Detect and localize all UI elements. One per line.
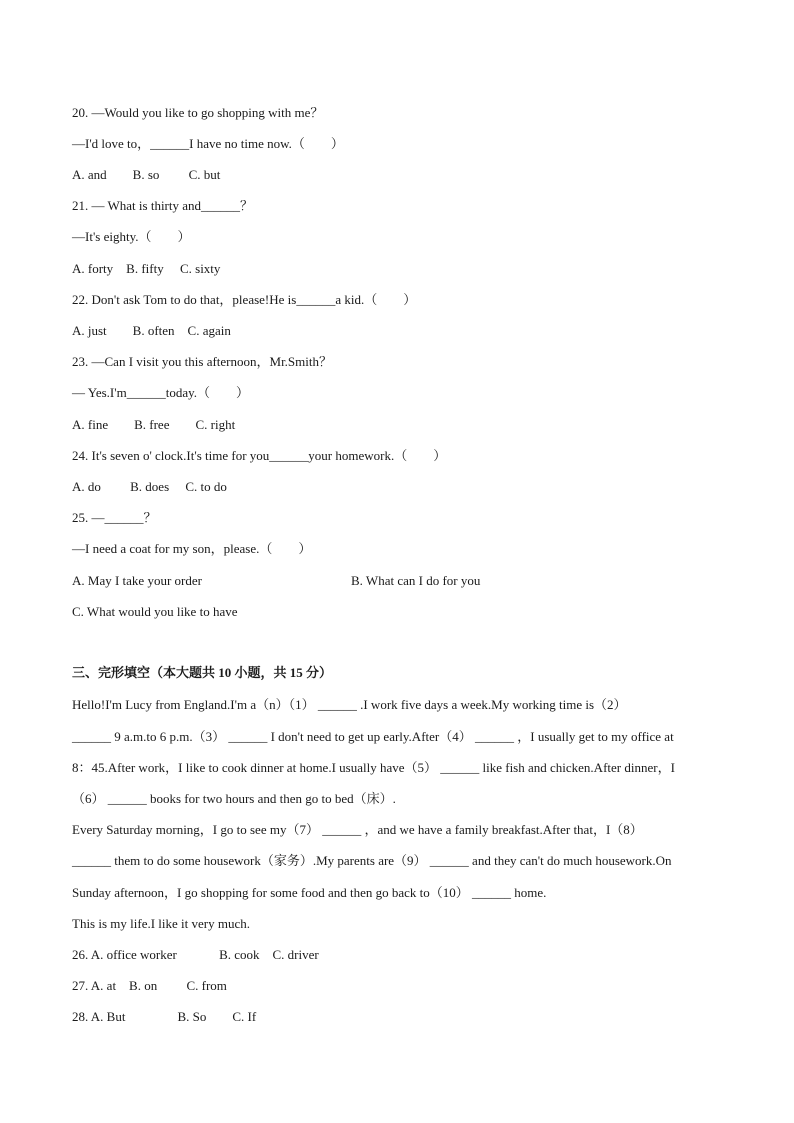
question-22-options: A. just B. often C. again: [72, 323, 231, 338]
option-a: A. May I take your order: [72, 573, 202, 588]
question-25-reply: —I need a coat for my son，please.（ ）: [72, 541, 312, 556]
question-20-options: A. and B. so C. but: [72, 167, 221, 182]
question-24: 24. It's seven o' clock.It's time for you______your homework.（ ）: [72, 448, 447, 463]
passage-line-7: Sunday afternoon，I go shopping for some food and then go back to（10） ______ home.: [72, 885, 547, 900]
section-title-cloze: 三、完形填空（本大题共 10 小题，共 15 分）: [72, 665, 333, 680]
passage-line-1: Hello!I'm Lucy from England.I'm a（n）（1） ______ .I work five days a week.My working time is（2）: [72, 697, 627, 712]
question-22: 22. Don't ask Tom to do that，please!He is______a kid.（ ）: [72, 292, 417, 307]
question-25: 25. —______？: [72, 510, 157, 525]
passage-line-8: This is my life.I like it very much.: [72, 916, 250, 931]
question-21-reply: —It's eighty.（ ）: [72, 229, 191, 244]
passage-line-4: （6） ______ books for two hours and then go to bed（床）.: [72, 791, 396, 806]
question-20: 20. —Would you like to go shopping with me？: [72, 105, 324, 120]
passage-line-3: 8：45.After work，I like to cook dinner at home.I usually have（5） ______ like fish and chicken.After dinner，I: [72, 760, 675, 775]
question-26-options: 26. A. office worker B. cook C. driver: [72, 947, 319, 962]
question-20-reply: —I'd love to，______I have no time now.（ ）: [72, 136, 344, 151]
question-27-options: 27. A. at B. on C. from: [72, 978, 227, 993]
option-b: B. What can I do for you: [351, 573, 481, 588]
question-28-options: 28. A. But B. So C. If: [72, 1009, 257, 1024]
question-24-options: A. do B. does C. to do: [72, 479, 227, 494]
question-21: 21. — What is thirty and______？: [72, 198, 254, 213]
question-21-options: A. forty B. fifty C. sixty: [72, 261, 221, 276]
question-25-option-c: C. What would you like to have: [72, 604, 238, 619]
passage-line-2: ______ 9 a.m.to 6 p.m.（3） ______ I don't need to get up early.After（4） ______ ，I usually get to my office at: [72, 729, 674, 744]
question-23-reply: — Yes.I'm______today.（ ）: [72, 385, 250, 400]
question-23: 23. —Can I visit you this afternoon，Mr.Smith？: [72, 354, 332, 369]
question-23-options: A. fine B. free C. right: [72, 417, 236, 432]
passage-line-5: Every Saturday morning，I go to see my（7） ______ ，and we have a family breakfast.After that，I（8）: [72, 822, 643, 837]
passage-line-6: ______ them to do some housework（家务）.My parents are（9） ______ and they can't do much housework.On: [72, 853, 672, 868]
